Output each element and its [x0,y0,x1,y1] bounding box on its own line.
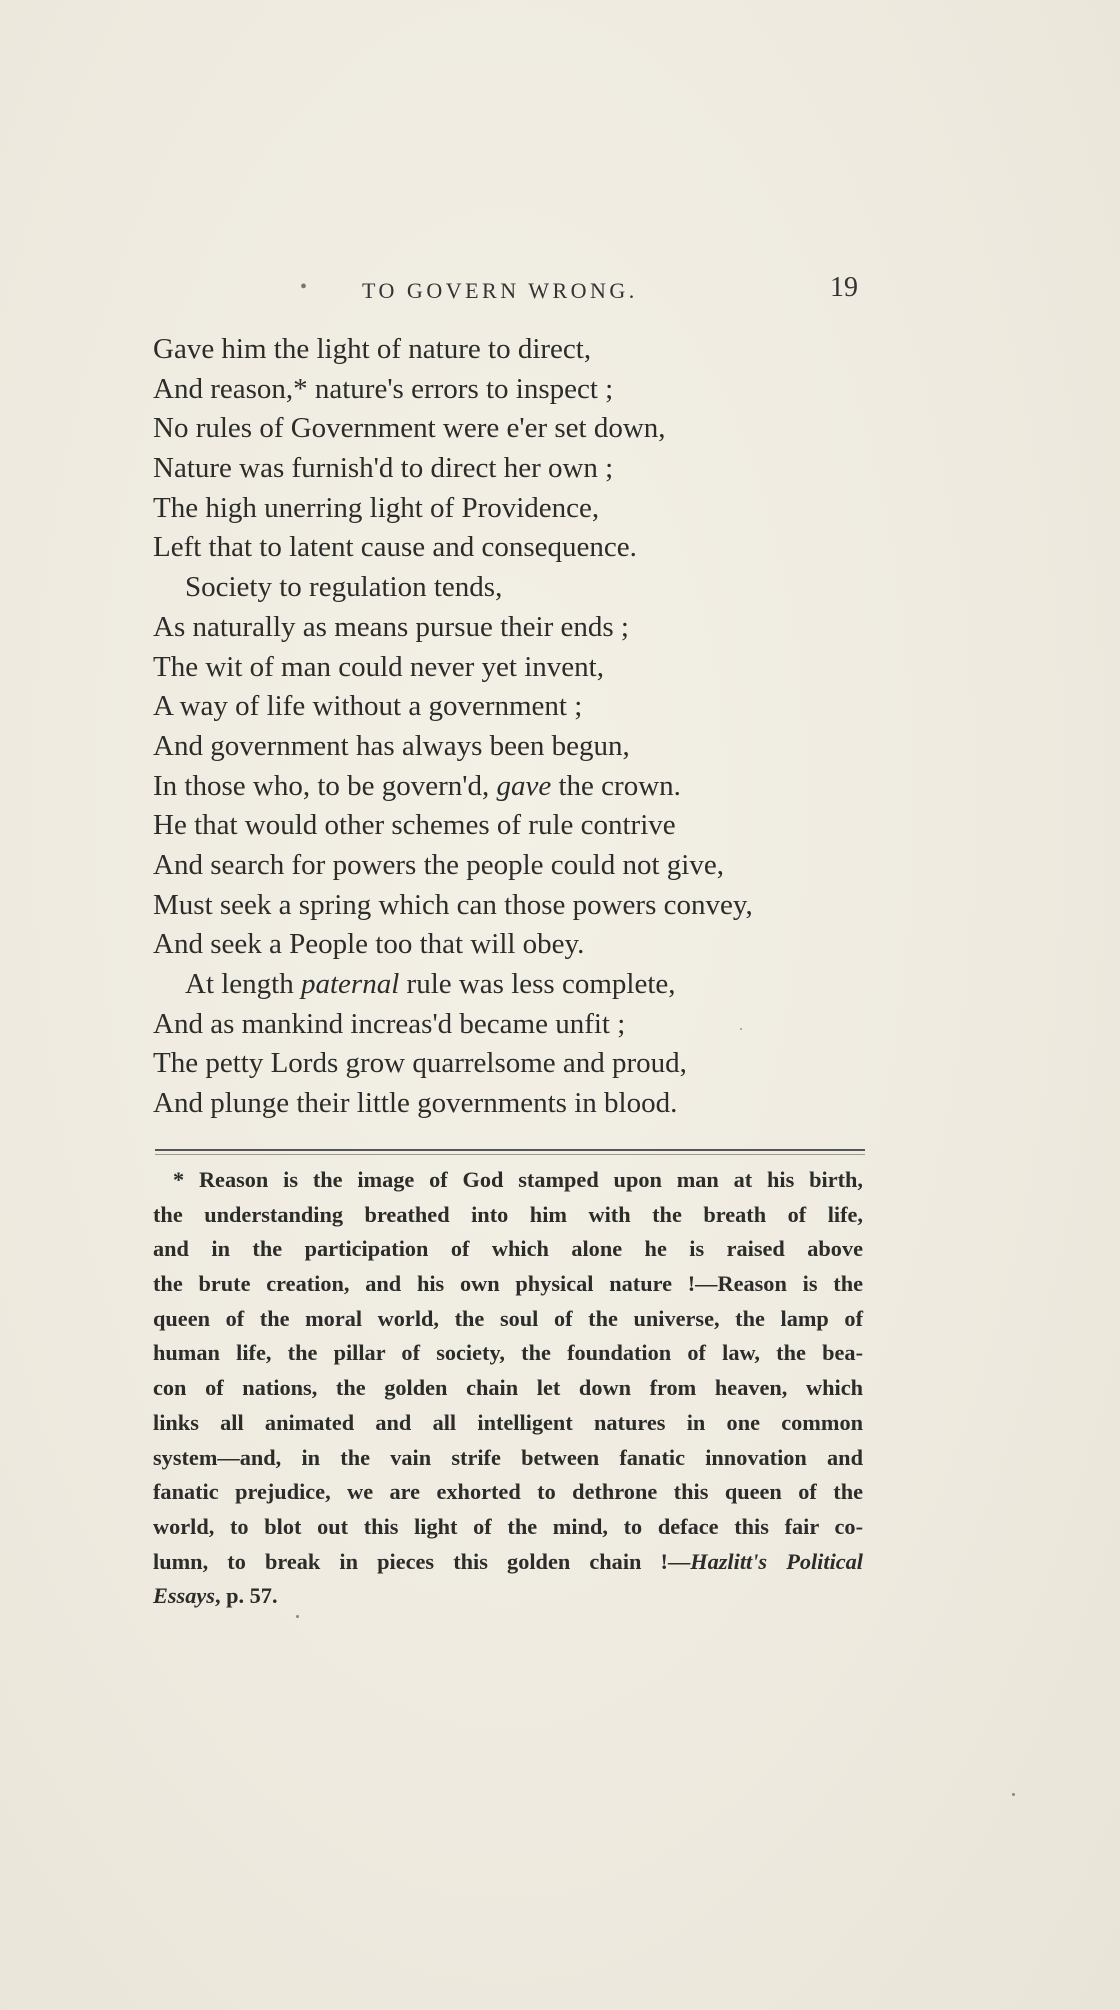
footnote-line: human life, the pillar of society, the foundation of law, the bea- [153,1340,863,1366]
footnote-divider-thin [155,1154,865,1155]
footnote-line: and in the participation of which alone he is raised above [153,1236,863,1262]
footnote-line: the understanding breathed into him with the breath of life, [153,1201,863,1227]
footnote-line: con of nations, the golden chain let down from heaven, which [153,1375,863,1401]
footnote-line [153,1545,863,1580]
footnote-citation: Hazlitt's Political [690,1548,863,1574]
poem-line: The wit of man could never yet invent, [153,650,604,683]
paper-speck [740,1028,742,1030]
footnote-line-text: lumn, to break in pieces this golden chain !— [153,1548,691,1574]
paper-speck [1012,1793,1015,1796]
poem-line: Gave him the light of nature to direct, [153,333,592,365]
poem-line-text: the crown. [558,769,681,802]
footnote [153,1163,863,1614]
poem-line: Nature was furnish'd to direct her own ; [153,452,614,485]
poem-line-text: At length [185,968,294,1000]
poem-body [153,330,913,1124]
poem-line [153,965,913,1005]
poem-line: He that would other schemes of rule contrive [153,809,676,842]
poem-line-text: rule was less complete, [406,968,676,1000]
poem-line: And search for powers the people could not give, [153,848,724,881]
running-head: TO GOVERN WRONG. [362,278,638,303]
poem-emphasis: gave [496,769,552,802]
page-number: 19 [830,272,858,303]
header-ornament: • [300,276,308,298]
poem-line: Must seek a spring which can those powers convey, [153,888,753,921]
poem-line-text: In those who, to be govern'd, [153,769,490,802]
poem-line: No rules of Government were e'er set down, [153,412,666,445]
footnote-citation-page: , p. 57. [214,1583,278,1609]
footnote-line: links all animated and all intelligent natures in one common [153,1409,863,1435]
page-header [0,272,1120,312]
poem-line: As naturally as means pursue their ends ; [153,610,629,643]
footnote-citation-title: Essays [153,1583,215,1609]
paper-speck [296,1615,299,1618]
poem-line: And as mankind increas'd became unfit ; [153,1007,626,1040]
footnote-line: the brute creation, and his own physical nature !—Reason is the [153,1271,863,1297]
footnote-line: * Reason is the image of God stamped upon man at his birth, [173,1167,863,1192]
footnote-line: queen of the moral world, the soul of the universe, the lamp of [153,1305,863,1331]
poem-line: And seek a People too that will obey. [153,928,585,961]
poem-line: And plunge their little governments in blood. [153,1087,678,1120]
poem-line: And reason,* nature's errors to inspect ; [153,372,614,405]
poem-line: A way of life without a government ; [153,690,583,723]
poem-line [153,767,913,807]
footnote-line: system—and, in the vain strife between fanatic innovation and [153,1444,863,1470]
poem-line: Society to regulation tends, [185,571,503,604]
footnote-line [153,1579,863,1614]
footnote-line: fanatic prejudice, we are exhorted to dethrone this queen of the [153,1479,863,1505]
footnote-line: world, to blot out this light of the mind, to deface this fair co- [153,1513,863,1539]
poem-line: And government has always been begun, [153,729,630,762]
footnote-divider [155,1149,865,1151]
poem-line: The petty Lords grow quarrelsome and proud, [153,1047,687,1080]
poem-emphasis: paternal [301,968,400,1000]
poem-line: The high unerring light of Providence, [153,491,600,524]
poem-line: Left that to latent cause and consequence. [153,531,637,564]
